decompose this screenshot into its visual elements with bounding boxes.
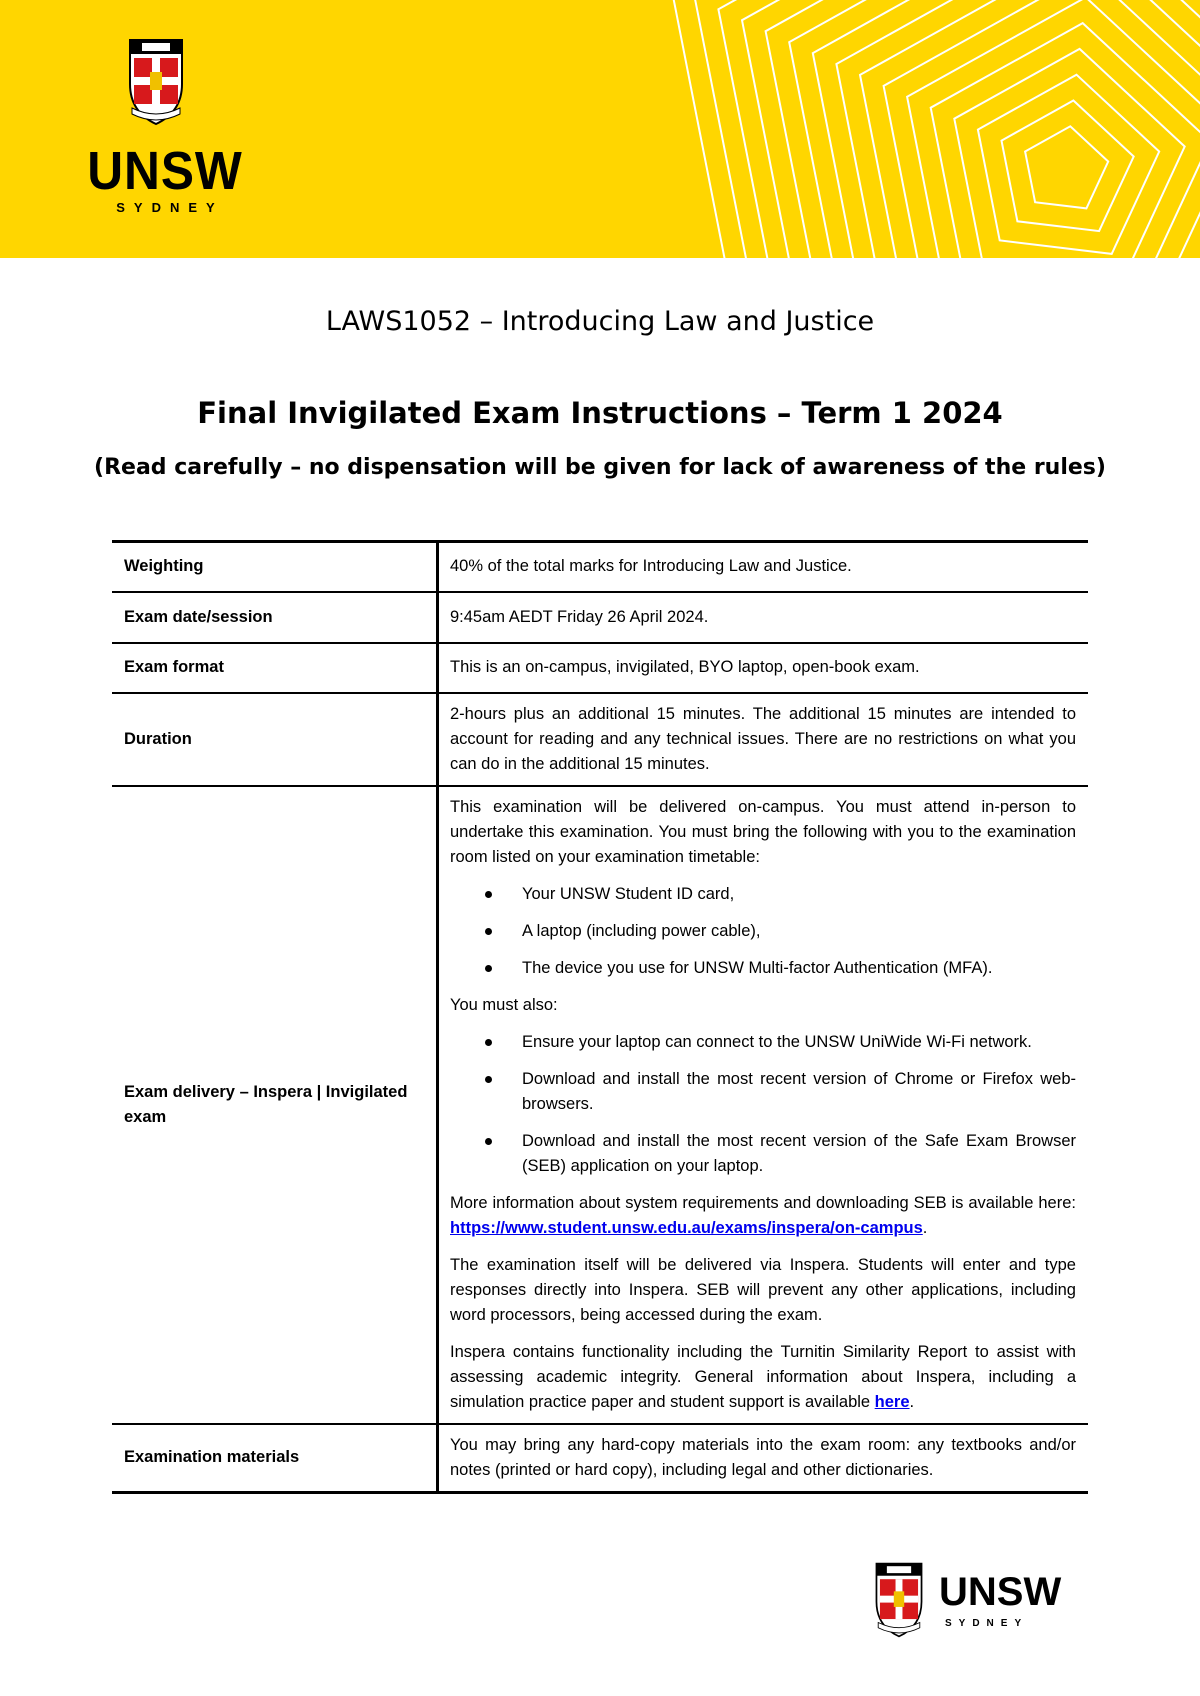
unsw-logo xyxy=(70,36,260,222)
pentagon-line xyxy=(1025,126,1108,208)
more-info-end: . xyxy=(922,1218,928,1237)
row-value-exam-format: This is an on-campus, invigilated, BYO laptop, open-book exam. xyxy=(438,643,1089,693)
list-item: Ensure your laptop can connect to the UNSW UniWide Wi-Fi network. xyxy=(522,1030,1076,1055)
delivery-intro: This examination will be delivered on-campus. You must attend in-person to undertake this examination. You must bring the following with you to the examination room listed on your examination timetable: xyxy=(450,797,1076,866)
pentagon-line xyxy=(1002,101,1134,232)
table-row xyxy=(112,592,1088,643)
course-title: LAWS1052 – Introducing Law and Justice xyxy=(325,306,875,337)
list-item: Download and install the most recent version of the Safe Exam Browser (SEB) application on your laptop. xyxy=(522,1129,1076,1179)
inspera-paragraph: The examination itself will be delivered via Inspera. Students will enter and type responses directly into Inspera. SEB will prevent any other applications, including word processors, being accessed during the exam. xyxy=(450,1255,1076,1324)
inspera-on-campus-link[interactable]: https://www.student.unsw.edu.au/exams/inspera/on-campus xyxy=(450,1218,923,1237)
table-row xyxy=(112,693,1088,786)
row-value-exam-materials: You may bring any hard-copy materials into the exam room: any textbooks and/or notes (printed or hard copy), including legal and other dictionaries. xyxy=(438,1424,1089,1493)
exam-subtitle: (Read carefully – no dispensation will be given for lack of awareness of the rules) xyxy=(94,455,1106,480)
table-row xyxy=(112,643,1088,693)
table-row xyxy=(112,542,1088,592)
turnitin-text: Inspera contains functionality including the Turnitin Similarity Report to assist with assessing academic integrity. General information about Inspera, including a simulation practice paper and student support is available xyxy=(450,1342,1076,1411)
more-info-text: More information about system requirements and downloading SEB is available here: xyxy=(450,1193,1076,1212)
pentagon-line xyxy=(836,0,1200,258)
pentagon-line xyxy=(695,0,1200,258)
row-label-exam-format: Exam format xyxy=(112,643,438,693)
row-label-exam-date: Exam date/session xyxy=(112,592,438,643)
pentagon-line xyxy=(931,23,1200,258)
also-heading: You must also: xyxy=(450,995,558,1014)
list-item: A laptop (including power cable), xyxy=(522,919,1076,944)
row-label-exam-delivery: Exam delivery – Inspera | Invigilated exam xyxy=(112,786,438,1424)
bring-list xyxy=(450,882,1076,981)
table-row xyxy=(112,786,1088,1424)
exam-title: Final Invigilated Exam Instructions – Term 1 2024 xyxy=(197,396,1003,430)
turnitin-end: . xyxy=(909,1392,915,1411)
footer-logo-wordmark: UNSW xyxy=(939,1570,1062,1614)
exam-info-table xyxy=(112,540,1088,1494)
pentagon-line xyxy=(860,0,1200,258)
row-label-duration: Duration xyxy=(112,693,438,786)
row-value-weighting: 40% of the total marks for Introducing Law and Justice. xyxy=(438,542,1089,592)
row-label-weighting: Weighting xyxy=(112,542,438,592)
list-item: Download and install the most recent version of Chrome or Firefox web-browsers. xyxy=(522,1067,1076,1117)
row-value-exam-delivery xyxy=(438,786,1089,1424)
turnitin-paragraph xyxy=(450,1340,1076,1415)
table-row xyxy=(112,1424,1088,1493)
list-item: The device you use for UNSW Multi-factor Authentication (MFA). xyxy=(522,956,1076,981)
more-info-paragraph xyxy=(450,1191,1076,1241)
inspera-info-link[interactable]: here xyxy=(874,1392,910,1411)
unsw-crest-icon xyxy=(873,1560,925,1640)
also-list xyxy=(450,1030,1076,1179)
row-value-duration: 2-hours plus an additional 15 minutes. The additional 15 minutes are intended to account for reading and any technical issues. There are no restrictions on what you can do in the additional 15 minutes. xyxy=(438,693,1089,786)
logo-location: SYDNEY xyxy=(116,200,224,215)
footer-logo-location: SYDNEY xyxy=(945,1618,1029,1629)
row-label-exam-materials: Examination materials xyxy=(112,1424,438,1493)
unsw-crest-icon xyxy=(126,36,186,128)
row-value-exam-date: 9:45am AEDT Friday 26 April 2024. xyxy=(438,592,1089,643)
footer-unsw-logo xyxy=(873,1560,1073,1640)
logo-wordmark: UNSW xyxy=(87,141,243,201)
list-item: Your UNSW Student ID card, xyxy=(522,882,1076,907)
header-banner xyxy=(0,0,1200,258)
